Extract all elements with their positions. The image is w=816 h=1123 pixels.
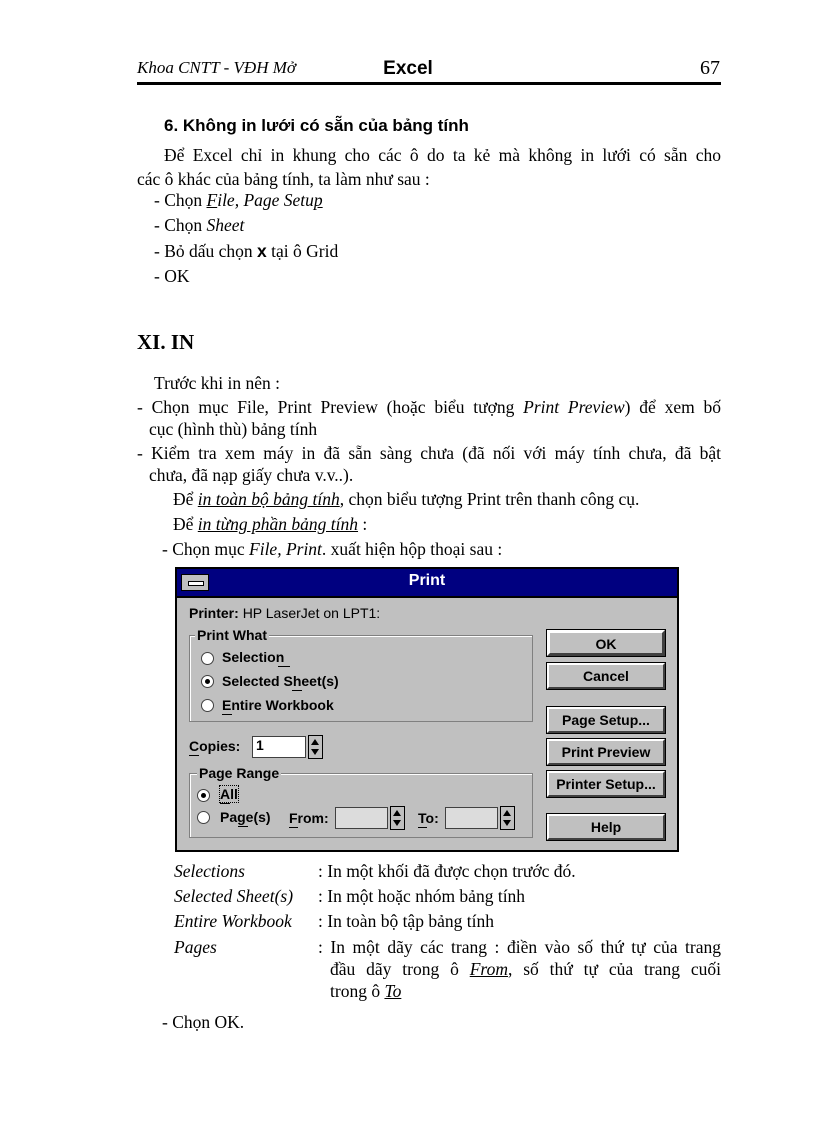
header-title: Excel [383,58,433,79]
printer-label: Printer: [189,605,239,621]
to-input[interactable] [445,807,498,829]
p2-link: in từng phần bảng tính [197,514,359,534]
def-text: : In một dãy các trang : điền vào số thứ tự của trang [318,937,721,957]
printer-info [189,605,380,621]
pages-l2-b: , số thứ tự của trang cuối [507,959,721,979]
pages-to: To [384,981,402,1001]
accel-underline-a [220,803,230,804]
accel-underline-e [222,714,232,715]
print-what-label: Print What [197,627,267,643]
b1-italic: Print Preview [523,397,625,417]
spin-up-icon [311,739,319,745]
p2-b: : [358,514,368,534]
to-spinner[interactable] [500,806,515,830]
p1-link: in toàn bộ bảng tính [197,489,340,509]
xi-choose-file-print [162,539,502,560]
step2-prefix: - Chọn [154,215,207,235]
option-entire-workbook[interactable]: Entire Workbook [222,697,334,713]
section-xi-heading: XI. IN [137,330,195,354]
pages-l2-a: đầu dãy trong ô [330,959,470,979]
final-step: - Chọn OK. [162,1012,245,1032]
p3-b: . xuất hiện hộp thoại sau : [321,539,503,559]
step-ok: - OK [154,266,190,286]
page-number: 67 [700,57,720,79]
step3-prefix: - Bỏ dấu chọn [154,241,258,261]
dialog-title-bar [177,569,677,598]
accel-underline-g [238,826,248,827]
xi-bullet1-line2: cục (hình thù) bảng tính [149,419,318,439]
accel-underline-t [418,827,427,828]
step-uncheck-grid [154,241,338,262]
def-term: Selected Sheet(s) [174,886,294,906]
print-dialog [175,567,679,852]
step2-sheet: Sheet [206,215,245,235]
printer-setup-button[interactable]: Printer Setup... [547,771,665,797]
radio-selected-sheets[interactable] [201,675,214,688]
print-preview-button[interactable]: Print Preview [547,739,665,765]
from-spinner[interactable] [390,806,405,830]
section-6-heading: 6. Không in lưới có sẵn của bảng tính [164,116,469,135]
help-button[interactable]: Help [547,814,665,840]
option-selection-label: Selection [222,649,285,665]
def-term: Entire Workbook [174,911,292,931]
xi-intro: Trước khi in nên : [154,373,281,393]
option-all[interactable]: All [220,786,238,802]
spin-down-icon [311,749,319,755]
section-6-para-line2: các ô khác của bảng tính, ta làm như sau : [137,169,430,189]
step1-prefix: - Chọn [154,190,207,210]
radio-all[interactable] [197,789,210,802]
page-range-label: Page Range [199,765,280,781]
step-file-page-setup [154,190,323,211]
step1-F: F [206,190,218,210]
radio-selection[interactable] [201,652,214,665]
radio-entire-workbook[interactable] [201,699,214,712]
def-term: Pages [174,937,217,957]
option-pages[interactable]: Page(s) [220,809,271,825]
xi-bullet2-line2: chưa, đã nạp giấy chưa v.v..). [149,465,354,485]
section-6-para-line1: Để Excel chỉ in khung cho các ô do ta kẻ mà không in lưới có sẵn cho [164,145,721,165]
accel-underline-d [292,690,302,691]
cancel-button[interactable]: Cancel [547,663,665,689]
pages-from: From [469,959,508,979]
step1-p: p [313,190,323,210]
from-label: From: [289,810,329,826]
ok-button[interactable]: OK [547,630,665,656]
p1-a: Để [173,489,198,509]
def-text: : In một hoặc nhóm bảng tính [318,886,526,906]
step3-x: x [257,241,267,261]
accel-underline-c [189,755,199,756]
pages-l3-a: trong ô [330,981,385,1001]
copies-label: Copies: [189,738,241,754]
p1-b: , chọn biểu tượng Print trên thanh công cụ. [339,489,640,509]
pages-def-line3 [330,981,401,1002]
b1-a: - Chọn mục File, Print Preview (hoặc biểu tượng [137,397,524,417]
spin-up-icon [503,810,511,816]
option-selected-sheets[interactable]: Selected Sheet(s) [222,673,339,689]
p3-a: - Chọn mục [162,539,250,559]
xi-print-part [173,514,367,535]
spin-down-icon [503,820,511,826]
dialog-title: Print [408,572,446,589]
header-left-text: Khoa CNTT - VĐH Mở [137,58,296,77]
spin-up-icon [393,810,401,816]
step-sheet [154,215,244,236]
step3-suffix: tại ô Grid [266,241,339,261]
xi-bullet2-line1: - Kiểm tra xem máy in đã sẵn sàng chưa (đã nối với máy tính chưa, đã bật [137,443,721,463]
pages-def-line2 [330,959,721,980]
b1-b: ) để xem bố [624,397,721,417]
from-input[interactable] [335,807,388,829]
copies-input[interactable]: 1 [252,736,306,758]
page-setup-button[interactable]: Page Setup... [547,707,665,733]
spin-down-icon [393,820,401,826]
def-term: Selections [174,861,245,881]
radio-pages[interactable] [197,811,210,824]
p3-italic: File, Print [249,539,322,559]
def-text: : In toàn bộ tập bảng tính [318,911,494,931]
step1-mid: ile, Page Setu [217,190,314,210]
accel-underline-n [278,666,290,667]
def-text: : In một khối đã được chọn trước đó. [318,861,576,881]
printer-value: HP LaserJet on LPT1: [242,605,381,621]
xi-print-all [173,489,639,510]
header-rule [137,82,721,85]
p2-a: Để [173,514,198,534]
accel-underline-f [289,827,298,828]
xi-bullet1-line1 [137,397,721,418]
copies-spinner[interactable] [308,735,323,759]
option-selection[interactable] [222,649,284,665]
to-label: To: [418,810,439,826]
